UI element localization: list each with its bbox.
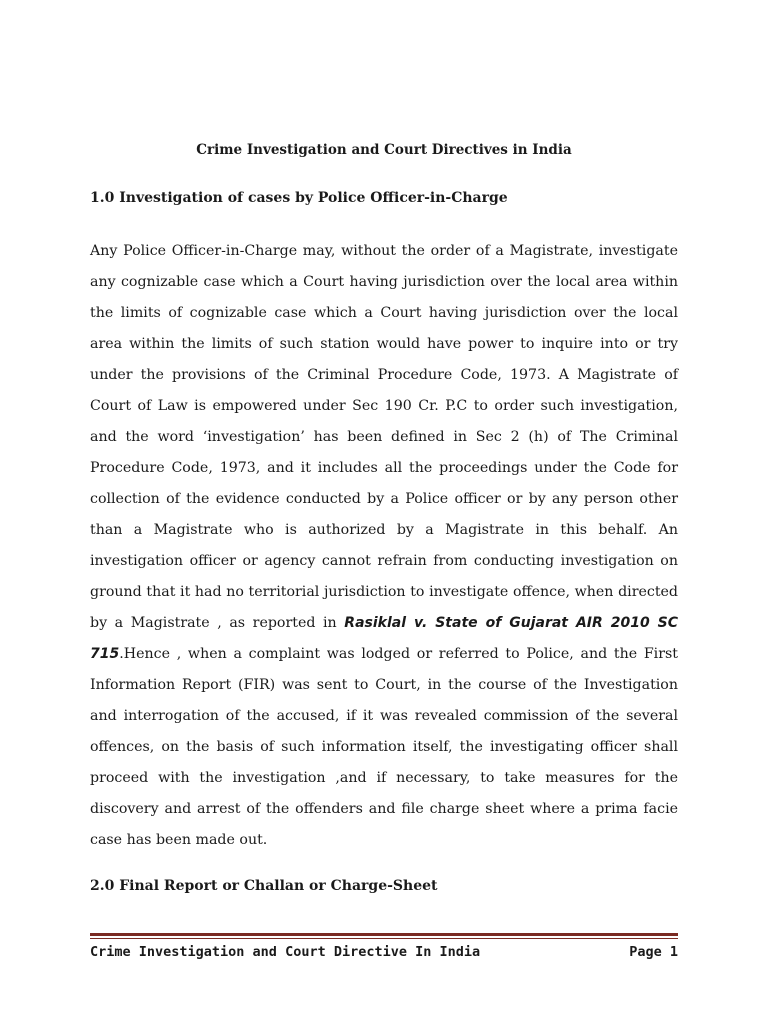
page-number: Page 1 [629, 944, 678, 960]
section-1-paragraph [90, 236, 678, 856]
footer-rule-thick [90, 933, 678, 936]
case-citation: Rasiklal v. State of Gujarat AIR 2010 SC 715 [90, 615, 678, 662]
section-1-heading: 1.0 Investigation of cases by Police Officer-in-Charge [90, 190, 508, 206]
footer-rule-thin [90, 938, 678, 939]
section-2-heading: 2.0 Final Report or Challan or Charge-Sheet [90, 878, 438, 894]
document-title: Crime Investigation and Court Directives in India [196, 142, 572, 158]
paragraph-text-after-citation: .Hence , when a complaint was lodged or referred to Police, and the First Information Report (FIR) was sent to Court, in the course of the Investigation and interrogation of the accused, if it was revealed commission of the several offences, on the basis of such information itself, the investigating officer shall proceed with the investigation ,and if necessary, to take measures for the discovery and arrest of the offenders and file charge sheet where a prima facie case has been made out. [90, 646, 678, 848]
footer-title: Crime Investigation and Court Directive In India [90, 944, 481, 960]
paragraph-text-before-citation: Any Police Officer-in-Charge may, without the order of a Magistrate, investigate any cognizable case which a Court having jurisdiction over the local area within the limits of cognizable case which a Court having jurisdiction over the local area within the limits of such station would have power to inquire into or try under the provisions of the Criminal Procedure Code, 1973. A Magistrate of Court of Law is empowered under Sec 190 Cr. P.C to order such investigation, and the word ‘investigation’ has been defined in Sec 2 (h) of The Criminal Procedure Code, 1973, and it includes all the proceedings under the Code for collection of the evidence conducted by a Police officer or by any person other than a Magistrate who is authorized by a Magistrate in this behalf. An investigation officer or agency cannot refrain from conducting investigation on ground that it had no territorial jurisdiction to investigate offence, when directed by a Magistrate , as reported in [90, 243, 678, 631]
page-footer [90, 943, 678, 961]
